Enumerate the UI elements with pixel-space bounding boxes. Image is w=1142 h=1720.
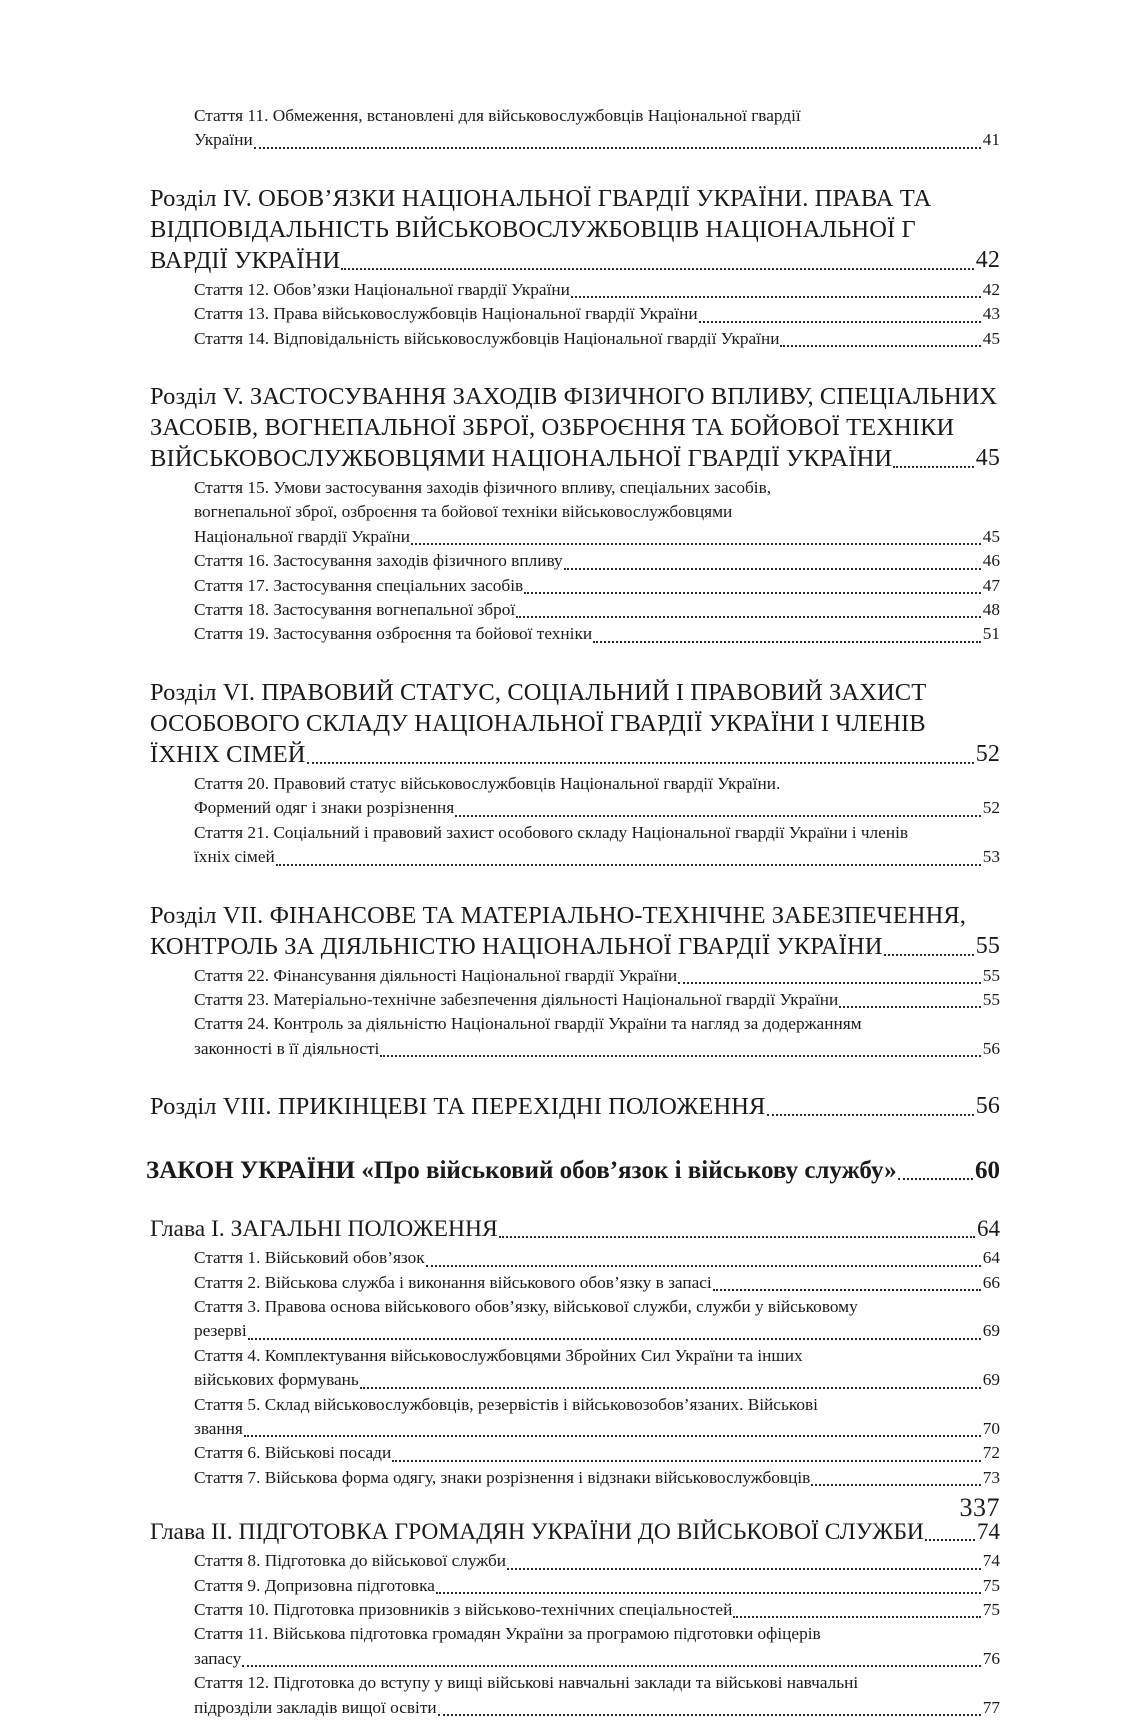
toc-article-entry[interactable]	[142, 549, 1000, 573]
toc-page-number: 64	[982, 1248, 1000, 1268]
toc-entry-row	[150, 931, 1000, 962]
toc-dot-leader	[307, 761, 974, 764]
toc-entry-title: Стаття 1. Військовий обов’язок	[194, 1248, 425, 1268]
toc-article-entry[interactable]	[142, 1393, 1000, 1442]
toc-page-number: 74	[977, 1519, 1000, 1545]
toc-dot-leader	[893, 465, 974, 468]
toc-article-entry[interactable]	[142, 1574, 1000, 1598]
toc-dot-leader	[884, 953, 974, 956]
toc-dot-leader	[516, 615, 981, 618]
toc-dot-leader	[426, 1264, 981, 1267]
toc-entry-title: звання	[194, 1418, 243, 1438]
toc-dot-leader	[248, 1337, 981, 1340]
toc-entry-title: Глава II. ПІДГОТОВКА ГРОМАДЯН УКРАЇНИ ДО ВІЙСЬКОВОЇ СЛУЖБИ	[150, 1519, 924, 1546]
toc-entry-row	[194, 1466, 1000, 1490]
toc-entry-title: Глава I. ЗАГАЛЬНІ ПОЛОЖЕННЯ	[150, 1216, 498, 1243]
toc-entry-text-line: Розділ VII. ФІНАНСОВЕ ТА МАТЕРІАЛЬНО-ТЕХНІЧНЕ ЗАБЕЗПЕЧЕННЯ,	[150, 901, 967, 929]
toc-article-entry[interactable]	[142, 1295, 1000, 1344]
toc-entry-title: Стаття 7. Військова форма одягу, знаки розрізнення і відзнаки військовослужбовців	[194, 1467, 811, 1487]
toc-page-number: 45	[982, 526, 1000, 546]
toc-entry-row	[194, 327, 1000, 351]
toc-entry-row	[194, 1549, 1000, 1573]
toc-chapter-entry[interactable]	[142, 1517, 1000, 1547]
toc-entry-row	[194, 796, 1000, 820]
toc-entry-title: Стаття 8. Підготовка до військової служби	[194, 1551, 507, 1571]
toc-entry-title: військових формувань	[194, 1370, 359, 1390]
toc-entry-row	[194, 525, 1000, 549]
toc-page-number: 55	[982, 965, 1000, 985]
toc-article-entry[interactable]	[142, 772, 1000, 821]
toc-entry-text-line: вогнепальної зброї, озброєння та бойової техніки військовослужбовцями	[194, 502, 733, 522]
toc-entry-title: Стаття 2. Військова служба і виконання військового обов’язку в запасі	[194, 1272, 712, 1292]
toc-dot-leader	[699, 320, 981, 323]
toc-dot-leader	[811, 1483, 980, 1486]
toc-entry-text-line: Стаття 21. Соціальний і правовий захист особового складу Національної гвардії України і членів	[194, 822, 909, 842]
toc-page-number: 56	[982, 1038, 1000, 1058]
toc-article-entry[interactable]	[142, 476, 1000, 549]
toc-entry-text-line: Стаття 20. Правовий статус військовослужбовців Національної гвардії України.	[194, 773, 781, 793]
toc-entry-text-line: Розділ IV. ОБОВ’ЯЗКИ НАЦІОНАЛЬНОЇ ГВАРДІЇ УКРАЇНИ. ПРАВА ТА	[150, 184, 932, 212]
toc-article-entry[interactable]	[142, 278, 1000, 302]
toc-page-number: 66	[982, 1272, 1000, 1292]
toc-article-entry[interactable]	[142, 964, 1000, 988]
toc-dot-leader	[242, 1664, 980, 1667]
toc-entry-row	[194, 278, 1000, 302]
toc-dot-leader	[898, 1177, 973, 1180]
toc-page-number: 75	[982, 1600, 1000, 1619]
toc-page-number: 52	[982, 798, 1000, 818]
toc-article-entry[interactable]	[142, 104, 1000, 153]
toc-page-number: 60	[975, 1157, 1000, 1185]
toc-page-number: 55	[982, 989, 1000, 1009]
toc-dot-leader	[713, 1288, 981, 1291]
toc-page-number: 41	[982, 130, 1000, 150]
toc-article-entry[interactable]	[142, 1671, 1000, 1720]
toc-entry-title: України	[194, 130, 253, 150]
toc-article-entry[interactable]	[142, 1246, 1000, 1270]
toc-article-entry[interactable]	[142, 1012, 1000, 1061]
toc-entry-text-line: Розділ VI. ПРАВОВИЙ СТАТУС, СОЦІАЛЬНИЙ І ПРАВОВИЙ ЗАХИСТ	[150, 678, 927, 706]
toc-dot-leader	[360, 1386, 981, 1389]
toc-entry-title: Стаття 22. Фінансування діяльності Національної гвардії України	[194, 965, 678, 985]
toc-dot-leader	[411, 542, 981, 545]
toc-chapter-entry[interactable]	[142, 1214, 1000, 1244]
toc-page-number: 72	[982, 1443, 1000, 1463]
toc-entry-text-line: ВІДПОВІДАЛЬНІСТЬ ВІЙСЬКОВОСЛУЖБОВЦІВ НАЦІОНАЛЬНОЇ Г	[150, 215, 916, 243]
toc-page-number: 47	[982, 575, 1000, 595]
toc-entry-title: КОНТРОЛЬ ЗА ДІЯЛЬНІСТЮ НАЦІОНАЛЬНОЇ ГВАРДІЇ УКРАЇНИ	[150, 932, 883, 960]
toc-dot-leader	[499, 1235, 975, 1238]
toc-entry-row	[194, 1417, 1000, 1441]
toc-entry-title: Стаття 14. Відповідальність військовослужбовців Національної гвардії України	[194, 328, 780, 348]
toc-entry-row	[194, 549, 1000, 573]
toc-entry-title: ВАРДІЇ УКРАЇНИ	[150, 246, 341, 274]
toc-dot-leader	[767, 1113, 974, 1116]
toc-dot-leader	[839, 1005, 980, 1008]
toc-page-number: 69	[982, 1321, 1000, 1341]
toc-entry-title: Стаття 9. Допризовна підготовка	[194, 1575, 435, 1595]
toc-entry-row	[194, 1037, 1000, 1061]
toc-article-entry[interactable]	[142, 1441, 1000, 1465]
toc-entry-row	[194, 964, 1000, 988]
toc-entry-text-line: Стаття 5. Склад військовослужбовців, резервістів і військовозобов’язаних. Військові	[194, 1394, 818, 1414]
toc-entry-row	[194, 1246, 1000, 1270]
toc-entry-row	[194, 1368, 1000, 1392]
toc-page-number: 75	[982, 1575, 1000, 1595]
toc-page-number: 51	[982, 624, 1000, 644]
toc-page-number: 42	[975, 246, 1000, 273]
toc-page-number: 45	[982, 328, 1000, 348]
toc-page-number: 69	[982, 1370, 1000, 1390]
toc-entry-text-line: ЗАСОБІВ, ВОГНЕПАЛЬНОЇ ЗБРОЇ, ОЗБРОЄННЯ ТА БОЙОВОЇ ТЕХНІКИ	[150, 414, 955, 442]
toc-entry-title: Національної гвардії України	[194, 526, 410, 546]
toc-article-entry[interactable]	[142, 1271, 1000, 1295]
toc-entry-title: ВІЙСЬКОВОСЛУЖБОВЦЯМИ НАЦІОНАЛЬНОЇ ГВАРДІЇ УКРАЇНИ	[150, 445, 893, 473]
toc-article-entry[interactable]	[142, 327, 1000, 351]
toc-dot-leader	[571, 295, 981, 298]
toc-page-number: 70	[982, 1418, 1000, 1438]
toc-entry-title: Стаття 18. Застосування вогнепальної зброї	[194, 600, 516, 620]
table-of-contents	[142, 104, 1000, 1720]
toc-entry-row	[146, 1155, 1000, 1187]
toc-entry-row	[194, 302, 1000, 326]
toc-entry-title: законності в її діяльності	[194, 1038, 380, 1058]
toc-entry-title: Розділ VIII. ПРИКІНЦЕВІ ТА ПЕРЕХІДНІ ПОЛОЖЕННЯ	[150, 1093, 766, 1121]
toc-entry-row	[194, 845, 1000, 869]
toc-entry-title: підрозділи закладів вищої освіти	[194, 1697, 437, 1717]
toc-dot-leader	[733, 1615, 980, 1618]
toc-entry-title: їхніх сімей	[194, 847, 275, 867]
toc-dot-leader	[678, 981, 981, 984]
toc-dot-leader	[392, 1459, 981, 1462]
toc-section-entry[interactable]	[142, 381, 1000, 474]
toc-page-number: 76	[982, 1648, 1000, 1668]
toc-dot-leader	[341, 267, 974, 270]
toc-entry-row	[194, 1647, 1000, 1671]
toc-dot-leader	[564, 567, 981, 570]
toc-page-number: 55	[975, 932, 1000, 959]
toc-entry-title: запасу	[194, 1648, 242, 1668]
toc-dot-leader	[455, 814, 981, 817]
toc-dot-leader	[436, 1591, 981, 1594]
toc-section-entry[interactable]	[142, 183, 1000, 276]
toc-article-entry[interactable]	[142, 598, 1000, 622]
toc-article-entry[interactable]	[142, 1549, 1000, 1573]
toc-page-number: 73	[982, 1467, 1000, 1487]
toc-entry-row	[194, 1574, 1000, 1598]
toc-dot-leader	[780, 344, 980, 347]
toc-section-entry[interactable]	[142, 900, 1000, 962]
toc-article-entry[interactable]	[142, 988, 1000, 1012]
toc-entry-row	[194, 1598, 1000, 1622]
toc-entry-row	[194, 574, 1000, 598]
toc-dot-leader	[276, 863, 981, 866]
toc-page-number: 74	[982, 1551, 1000, 1571]
toc-article-entry[interactable]	[142, 302, 1000, 326]
toc-dot-leader	[925, 1538, 975, 1541]
toc-entry-row	[150, 739, 1000, 770]
toc-entry-title: Стаття 10. Підготовка призовників з військово-технічних спеціальностей	[194, 1600, 733, 1619]
toc-page-number: 48	[982, 600, 1000, 620]
toc-page-number: 64	[977, 1216, 1000, 1242]
toc-article-entry[interactable]	[142, 821, 1000, 870]
toc-entry-row	[194, 1319, 1000, 1343]
toc-entry-text-line: Стаття 15. Умови застосування заходів фізичного впливу, спеціальних засобів,	[194, 478, 772, 498]
toc-article-entry[interactable]	[142, 1598, 1000, 1622]
toc-entry-title: Формений одяг і знаки розрізнення	[194, 798, 455, 818]
toc-dot-leader	[524, 591, 981, 594]
toc-entry-text-line: Розділ V. ЗАСТОСУВАННЯ ЗАХОДІВ ФІЗИЧНОГО ВПЛИВУ, СПЕЦІАЛЬНИХ	[150, 383, 998, 411]
toc-entry-text-line: ОСОБОВОГО СКЛАДУ НАЦІОНАЛЬНОЇ ГВАРДІЇ УКРАЇНИ І ЧЛЕНІВ	[150, 709, 926, 737]
toc-page-number: 45	[975, 445, 1000, 472]
toc-article-entry[interactable]	[142, 574, 1000, 598]
toc-entry-title: Стаття 12. Обов’язки Національної гвардії України	[194, 279, 570, 299]
toc-dot-leader	[507, 1567, 981, 1570]
toc-entry-row	[150, 1214, 1000, 1244]
toc-entry-title: Стаття 19. Застосування озброєння та бойової техніки	[194, 624, 593, 644]
toc-entry-row	[194, 622, 1000, 646]
page-folio-number: 337	[959, 1493, 1000, 1522]
toc-entry-title: Стаття 6. Військові посади	[194, 1443, 392, 1463]
toc-entry-title: резерві	[194, 1321, 247, 1341]
toc-entry-row	[150, 245, 1000, 276]
toc-entry-title: ЇХНІХ СІМЕЙ	[150, 740, 306, 768]
toc-entry-text-line: Стаття 4. Комплектування військовослужбовцями Збройних Сил України та інших	[194, 1345, 803, 1365]
toc-entry-row	[194, 1696, 1000, 1720]
toc-entry-row	[150, 1517, 1000, 1547]
toc-article-entry[interactable]	[142, 1344, 1000, 1393]
toc-entry-text-line: Стаття 11. Обмеження, встановлені для військовослужбовців Національної гвардії	[194, 106, 801, 125]
toc-page-number: 52	[975, 740, 1000, 767]
toc-page-number: 53	[982, 847, 1000, 867]
toc-dot-leader	[438, 1713, 981, 1716]
toc-entry-text-line: Стаття 3. Правова основа військового обов’язку, військової служби, служби у військовому	[194, 1296, 858, 1316]
toc-entry-text-line: Стаття 24. Контроль за діяльністю Національної гвардії України та нагляд за додержанням	[194, 1014, 862, 1034]
toc-article-entry[interactable]	[142, 622, 1000, 646]
toc-section-entry[interactable]	[142, 677, 1000, 770]
toc-page-number: 77	[982, 1697, 1000, 1717]
toc-dot-leader	[244, 1434, 981, 1437]
toc-entry-row	[194, 988, 1000, 1012]
toc-entry-text-line: Стаття 11. Військова підготовка громадян України за програмою підготовки офіцерів	[194, 1624, 821, 1644]
toc-entry-title: Стаття 17. Застосування спеціальних засобів	[194, 575, 524, 595]
toc-entry-row	[150, 443, 1000, 474]
toc-entry-row	[150, 1091, 1000, 1122]
toc-page-number: 42	[982, 279, 1000, 299]
toc-article-entry[interactable]	[142, 1622, 1000, 1671]
toc-section-entry[interactable]	[142, 1091, 1000, 1122]
toc-entry-title: Стаття 16. Застосування заходів фізичного впливу	[194, 551, 563, 571]
toc-article-entry[interactable]	[142, 1466, 1000, 1490]
toc-entry-title: Стаття 13. Права військовослужбовців Національної гвардії України	[194, 304, 698, 324]
toc-entry-row	[194, 598, 1000, 622]
toc-law-entry[interactable]	[142, 1155, 1000, 1187]
toc-dot-leader	[380, 1054, 980, 1057]
toc-entry-row	[194, 1271, 1000, 1295]
toc-page-number: 43	[982, 304, 1000, 324]
toc-entry-row	[194, 128, 1000, 152]
toc-dot-leader	[593, 640, 981, 643]
toc-page-number: 56	[975, 1093, 1000, 1120]
toc-entry-text-line: Стаття 12. Підготовка до вступу у вищі військові навчальні заклади та військові навчальні	[194, 1673, 859, 1693]
toc-entry-row	[194, 1441, 1000, 1465]
toc-entry-title: ЗАКОН УКРАЇНИ «Про військовий обов’язок і військову службу»	[146, 1157, 897, 1185]
toc-entry-title: Стаття 23. Матеріально-технічне забезпечення діяльності Національної гвардії України	[194, 989, 839, 1009]
toc-page-number: 46	[982, 551, 1000, 571]
toc-dot-leader	[254, 146, 981, 149]
